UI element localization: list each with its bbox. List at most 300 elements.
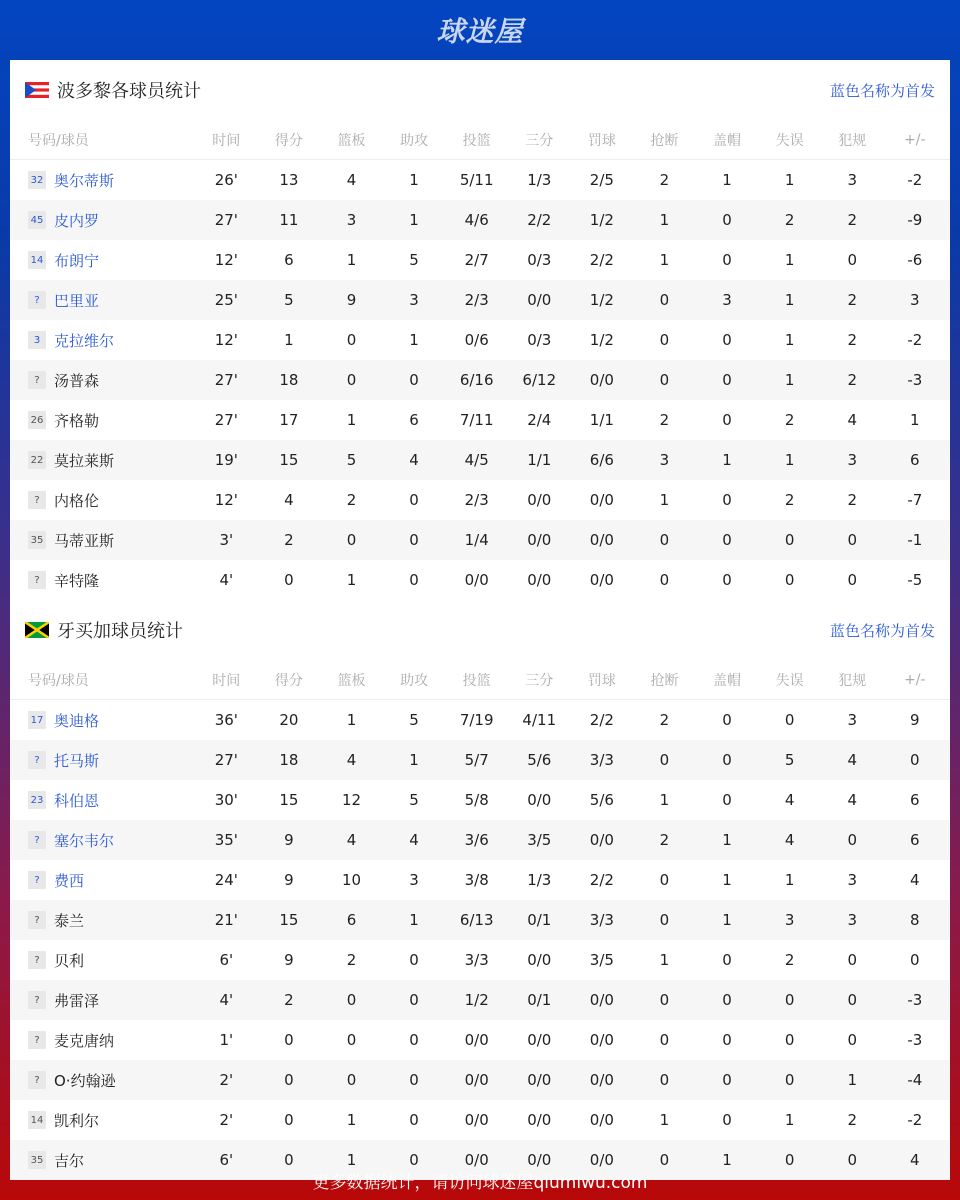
jersey-number-badge: ? xyxy=(28,291,46,309)
stat-cell: 3/8 xyxy=(464,871,489,889)
stat-cell: 1/3 xyxy=(527,871,552,889)
stats-card xyxy=(10,60,950,1170)
stat-cell: 1 xyxy=(784,1111,795,1129)
stat-cell: 2 xyxy=(659,171,670,189)
stat-cell: 0 xyxy=(659,291,670,309)
stat-cell: 4/11 xyxy=(522,711,557,729)
stat-cell: 9 xyxy=(284,871,294,889)
stat-cell: 0 xyxy=(847,951,857,969)
stat-cell: 0 xyxy=(409,1151,419,1169)
player-name[interactable]: 托马斯 xyxy=(54,751,100,770)
stat-cell: 0 xyxy=(784,711,795,729)
stat-cell: -3 xyxy=(907,371,923,389)
jersey-number-badge: ? xyxy=(28,951,46,969)
player-name[interactable]: 奥尔蒂斯 xyxy=(54,171,115,190)
player-name[interactable]: 莫拉莱斯 xyxy=(54,451,115,470)
stat-cell: 0/0 xyxy=(527,571,552,589)
stat-cell: 1 xyxy=(784,451,795,469)
stat-cell: 2 xyxy=(784,411,795,429)
stat-cell: 0 xyxy=(784,1071,795,1089)
stat-cell: 30' xyxy=(214,791,238,809)
stat-cell: 1 xyxy=(722,1151,732,1169)
stat-cell: 9 xyxy=(346,291,357,309)
stat-cell: 0 xyxy=(722,951,732,969)
stat-cell: 3 xyxy=(409,871,419,889)
stat-cell: 5 xyxy=(409,791,419,809)
player-row[interactable] xyxy=(10,320,950,360)
stat-cell: 1 xyxy=(409,331,419,349)
stat-cell: 4 xyxy=(910,1151,920,1169)
stat-cell: 12' xyxy=(214,491,238,509)
player-name[interactable]: 麦克唐纳 xyxy=(54,1031,115,1050)
column-header: 助攻 xyxy=(400,672,429,689)
stat-cell: 0 xyxy=(784,531,795,549)
column-header: +/- xyxy=(904,671,926,688)
stat-cell: 2/2 xyxy=(589,251,614,269)
stat-cell: 0 xyxy=(346,991,357,1009)
stat-cell: 0 xyxy=(847,251,857,269)
stat-cell: 0/0 xyxy=(527,531,552,549)
stat-cell: 3 xyxy=(659,451,670,469)
stat-cell: -4 xyxy=(907,1071,923,1089)
player-name[interactable]: 巴里亚 xyxy=(54,291,100,310)
puerto-rico-flag-icon xyxy=(25,82,49,98)
player-row[interactable] xyxy=(10,480,950,520)
column-header: 得分 xyxy=(274,132,303,149)
jersey-number-badge: 17 xyxy=(28,711,46,729)
stat-cell: 0/0 xyxy=(464,1071,489,1089)
stat-cell: 0 xyxy=(659,1071,670,1089)
stat-cell: 1 xyxy=(659,951,670,969)
team-section xyxy=(10,600,950,1180)
player-name[interactable]: 马蒂亚斯 xyxy=(54,531,115,550)
stat-cell: 3/5 xyxy=(527,831,552,849)
player-row[interactable] xyxy=(10,860,950,900)
player-row[interactable] xyxy=(10,440,950,480)
stat-cell: 0/0 xyxy=(589,1151,614,1169)
jersey-number-badge: ? xyxy=(28,371,46,389)
stat-cell: 9 xyxy=(284,951,294,969)
stat-cell: 0 xyxy=(346,371,357,389)
stat-cell: 6 xyxy=(910,791,920,809)
stat-cell: 1 xyxy=(409,171,419,189)
player-name[interactable]: 布朗宁 xyxy=(54,251,100,270)
stat-cell: 2/3 xyxy=(464,491,489,509)
team-section-header xyxy=(10,60,950,120)
stat-cell: 4 xyxy=(784,831,795,849)
column-header: 盖帽 xyxy=(713,132,742,149)
stat-cell: 0 xyxy=(346,1031,357,1049)
column-header: 三分 xyxy=(525,132,554,149)
stat-cell: 12 xyxy=(341,791,362,809)
column-header: 抢断 xyxy=(650,132,679,149)
column-header: 号码/球员 xyxy=(28,672,89,689)
player-name[interactable]: O·约翰逊 xyxy=(54,1071,116,1090)
stat-cell: 2/3 xyxy=(464,291,489,309)
stat-cell: 3 xyxy=(409,291,419,309)
stat-cell: 0 xyxy=(659,911,670,929)
column-header: 三分 xyxy=(525,672,554,689)
stat-cell: 0 xyxy=(784,991,795,1009)
column-header: 投篮 xyxy=(462,132,491,149)
stat-cell: 0/0 xyxy=(464,1111,489,1129)
stat-cell: 0 xyxy=(659,571,670,589)
stat-cell: 0/0 xyxy=(527,1071,552,1089)
stat-cell: -6 xyxy=(907,251,923,269)
stat-cell: 2 xyxy=(659,711,670,729)
column-header: 罚球 xyxy=(587,672,616,689)
stat-cell: -7 xyxy=(907,491,923,509)
jersey-number-badge: 32 xyxy=(28,171,46,189)
stat-cell: 1 xyxy=(784,251,795,269)
stat-cell: 0/0 xyxy=(589,991,614,1009)
team-title: 牙买加球员统计 xyxy=(57,621,183,642)
header xyxy=(0,0,960,60)
player-row[interactable] xyxy=(10,900,950,940)
stat-cell: 3/3 xyxy=(589,751,614,769)
player-row[interactable] xyxy=(10,980,950,1020)
stat-cell: 1/3 xyxy=(527,171,552,189)
stat-cell: 2 xyxy=(847,291,857,309)
stat-cell: -2 xyxy=(907,1111,923,1129)
stat-cell: 4' xyxy=(219,991,234,1009)
player-row[interactable] xyxy=(10,240,950,280)
stat-cell: -2 xyxy=(907,331,923,349)
player-name[interactable]: 科伯恩 xyxy=(54,791,100,810)
stat-cell: 0/3 xyxy=(527,331,552,349)
player-name[interactable]: 内格伦 xyxy=(54,491,100,510)
stat-cell: 1 xyxy=(346,1151,357,1169)
player-name[interactable]: 费西 xyxy=(54,871,85,890)
stat-cell: 2 xyxy=(847,371,857,389)
team-title: 波多黎各球员统计 xyxy=(57,81,201,102)
stat-cell: 4' xyxy=(219,571,234,589)
stat-cell: 1/1 xyxy=(589,411,614,429)
stat-cell: 2 xyxy=(284,531,294,549)
column-header: 时间 xyxy=(212,132,241,149)
stat-cell: -1 xyxy=(907,531,923,549)
stat-cell: 8 xyxy=(910,911,920,929)
stat-cell: -3 xyxy=(907,991,923,1009)
stat-cell: 1 xyxy=(346,411,357,429)
stat-cell: 3 xyxy=(346,211,357,229)
stat-cell: -3 xyxy=(907,1031,923,1049)
player-row[interactable] xyxy=(10,740,950,780)
stat-cell: 3/6 xyxy=(464,831,489,849)
player-name[interactable]: 凯利尔 xyxy=(54,1111,100,1130)
stat-cell: 5 xyxy=(284,291,294,309)
stat-cell: 0/0 xyxy=(464,1031,489,1049)
stat-cell: 4/6 xyxy=(464,211,489,229)
stat-cell: 0 xyxy=(409,1071,419,1089)
stat-cell: 0/0 xyxy=(589,531,614,549)
player-row[interactable] xyxy=(10,1100,950,1140)
stat-cell: 10 xyxy=(341,871,362,889)
stat-cell: 1 xyxy=(346,571,357,589)
stat-cell: 0 xyxy=(659,871,670,889)
stat-cell: 1/2 xyxy=(589,331,614,349)
stat-cell: 24' xyxy=(214,871,238,889)
column-header: 时间 xyxy=(212,672,241,689)
stat-cell: 1 xyxy=(722,171,732,189)
player-name[interactable]: 奥迪格 xyxy=(54,711,100,730)
stat-cell: 2' xyxy=(219,1071,234,1089)
stat-cell: 2 xyxy=(847,211,857,229)
stat-cell: 3 xyxy=(847,451,857,469)
stat-cell: 0/0 xyxy=(589,1071,614,1089)
jersey-number-badge: ? xyxy=(28,491,46,509)
stat-cell: 0 xyxy=(847,831,857,849)
stat-cell: 0 xyxy=(346,531,357,549)
column-header: +/- xyxy=(904,131,926,148)
player-name[interactable]: 弗雷泽 xyxy=(54,991,100,1010)
stat-cell: 4 xyxy=(409,831,419,849)
jersey-number-badge: 26 xyxy=(28,411,46,429)
stat-cell: 0/1 xyxy=(527,911,552,929)
stat-cell: 4 xyxy=(847,411,857,429)
stat-cell: 35' xyxy=(214,831,238,849)
stat-cell: 1 xyxy=(910,411,920,429)
player-row[interactable] xyxy=(10,820,950,860)
stat-cell: 0 xyxy=(659,371,670,389)
stat-cell: 1/2 xyxy=(464,991,489,1009)
stat-cell: 2/2 xyxy=(527,211,552,229)
stat-cell: 0 xyxy=(284,1031,294,1049)
stat-cell: 5/11 xyxy=(459,171,494,189)
stat-cell: 0/0 xyxy=(527,291,552,309)
stat-cell: 6/6 xyxy=(589,451,614,469)
stat-cell: 4 xyxy=(409,451,419,469)
stat-cell: 1 xyxy=(784,291,795,309)
stat-cell: 1 xyxy=(722,871,732,889)
stat-cell: 1 xyxy=(659,491,670,509)
stat-cell: 0/0 xyxy=(464,1151,489,1169)
jamaica-flag-icon xyxy=(25,622,49,638)
stat-cell: 4 xyxy=(847,751,857,769)
stat-cell: 20 xyxy=(279,711,299,729)
stat-cell: 0 xyxy=(722,751,732,769)
stat-cell: -5 xyxy=(907,571,923,589)
stat-cell: 2 xyxy=(847,1111,857,1129)
stat-cell: 0 xyxy=(722,411,732,429)
stat-cell: 3 xyxy=(910,291,920,309)
column-header: 失误 xyxy=(775,672,804,689)
player-name[interactable]: 泰兰 xyxy=(54,911,85,930)
player-row[interactable] xyxy=(10,280,950,320)
stat-cell: 0 xyxy=(784,571,795,589)
stat-cell: 0/0 xyxy=(589,571,614,589)
stat-cell: 1 xyxy=(722,831,732,849)
stat-cell: 1 xyxy=(659,211,670,229)
player-row[interactable] xyxy=(10,780,950,820)
team-section xyxy=(10,60,950,600)
stat-cell: 3 xyxy=(847,171,857,189)
stat-cell: 3/5 xyxy=(589,951,614,969)
stat-cell: 3 xyxy=(847,911,857,929)
jersey-number-badge: 35 xyxy=(28,1151,46,1169)
stat-cell: 0 xyxy=(659,991,670,1009)
stat-cell: 1/2 xyxy=(589,291,614,309)
stat-cell: 1' xyxy=(219,1031,234,1049)
player-name[interactable]: 贝利 xyxy=(54,951,85,970)
player-row[interactable] xyxy=(10,520,950,560)
jersey-number-badge: 23 xyxy=(28,791,46,809)
stat-cell: 6' xyxy=(219,1151,234,1169)
column-header: 抢断 xyxy=(650,672,679,689)
stat-cell: 1 xyxy=(659,791,670,809)
column-header: 投篮 xyxy=(462,672,491,689)
stat-cell: 2 xyxy=(847,331,857,349)
stat-cell: 4 xyxy=(784,791,795,809)
stat-cell: 17 xyxy=(279,411,299,429)
player-row[interactable] xyxy=(10,160,950,200)
stat-cell: 3' xyxy=(219,531,234,549)
column-header: 罚球 xyxy=(587,132,616,149)
player-name[interactable]: 齐格勒 xyxy=(54,411,100,430)
stat-cell: 2' xyxy=(219,1111,234,1129)
stat-cell: 0 xyxy=(284,1151,294,1169)
stat-cell: 0 xyxy=(910,751,920,769)
player-row[interactable] xyxy=(10,1060,950,1100)
stat-cell: 0/0 xyxy=(464,571,489,589)
stat-cell: 6 xyxy=(910,831,920,849)
stat-cell: 5/7 xyxy=(464,751,489,769)
stat-cell: 25' xyxy=(214,291,238,309)
stat-cell: 0/0 xyxy=(527,951,552,969)
player-row[interactable] xyxy=(10,200,950,240)
column-header: 盖帽 xyxy=(713,672,742,689)
player-name[interactable]: 汤普森 xyxy=(54,371,100,390)
stat-cell: 9 xyxy=(910,711,920,729)
stat-cell: 18 xyxy=(279,751,299,769)
column-header: 号码/球员 xyxy=(28,132,89,149)
stat-cell: 1 xyxy=(284,331,294,349)
stat-cell: 4/5 xyxy=(464,451,489,469)
stat-cell: 0 xyxy=(722,251,732,269)
stat-cell: 1 xyxy=(346,711,357,729)
stat-cell: 4 xyxy=(847,791,857,809)
stat-cell: 9 xyxy=(284,831,294,849)
stat-cell: 0 xyxy=(346,1071,357,1089)
stat-cell: 1 xyxy=(346,1111,357,1129)
stat-cell: 12' xyxy=(214,251,238,269)
player-name[interactable]: 塞尔韦尔 xyxy=(54,831,115,850)
player-row[interactable] xyxy=(10,360,950,400)
stat-cell: 27' xyxy=(214,371,238,389)
stat-cell: 0 xyxy=(659,751,670,769)
stat-cell: 4 xyxy=(284,491,294,509)
stat-cell: 0 xyxy=(722,711,732,729)
stat-cell: 5/8 xyxy=(464,791,489,809)
stat-cell: 0 xyxy=(409,991,419,1009)
stat-cell: 5/6 xyxy=(527,751,552,769)
stat-cell: 2 xyxy=(784,951,795,969)
stat-cell: 4 xyxy=(346,171,357,189)
stat-cell: 6/16 xyxy=(459,371,494,389)
stat-cell: 27' xyxy=(214,211,238,229)
stat-cell: 0 xyxy=(722,331,732,349)
stat-cell: 6 xyxy=(910,451,920,469)
stat-cell: 1 xyxy=(722,911,732,929)
footer: 更多数据统计，请访问球迷屋qiumiwu.com xyxy=(312,1172,648,1193)
player-row[interactable] xyxy=(10,1020,950,1060)
player-row[interactable] xyxy=(10,560,950,600)
stat-cell: 3/3 xyxy=(589,911,614,929)
stat-cell: 5 xyxy=(409,251,419,269)
player-name[interactable]: 吉尔 xyxy=(54,1151,85,1170)
stat-cell: 3 xyxy=(847,871,857,889)
stat-cell: 19' xyxy=(214,451,238,469)
stat-cell: 1/1 xyxy=(527,451,552,469)
jersey-number-badge: 45 xyxy=(28,211,46,229)
stat-cell: 6 xyxy=(409,411,419,429)
table-header xyxy=(10,120,950,160)
stat-cell: 2/5 xyxy=(589,171,614,189)
stat-cell: 0/0 xyxy=(589,1031,614,1049)
stat-cell: 0 xyxy=(722,991,732,1009)
stat-cell: 0 xyxy=(409,491,419,509)
stat-cell: 0 xyxy=(847,991,857,1009)
player-name[interactable]: 皮内罗 xyxy=(54,211,100,230)
column-header: 犯规 xyxy=(838,132,867,149)
player-row[interactable] xyxy=(10,400,950,440)
stat-cell: 0 xyxy=(659,531,670,549)
stat-cell: 0 xyxy=(284,571,294,589)
stat-cell: 11 xyxy=(279,211,299,229)
player-row[interactable] xyxy=(10,940,950,980)
stat-cell: 0 xyxy=(409,951,419,969)
stat-cell: 15 xyxy=(279,451,299,469)
stat-cell: 0 xyxy=(722,531,732,549)
jersey-number-badge: ? xyxy=(28,911,46,929)
stat-cell: 1 xyxy=(659,251,670,269)
player-name[interactable]: 辛特隆 xyxy=(54,571,100,590)
stat-cell: 0/0 xyxy=(527,1111,552,1129)
stat-cell: 0 xyxy=(722,1071,732,1089)
stat-cell: 18 xyxy=(279,371,299,389)
jersey-number-badge: ? xyxy=(28,571,46,589)
stat-cell: 7/11 xyxy=(459,411,494,429)
player-name[interactable]: 克拉维尔 xyxy=(54,331,115,350)
stat-cell: 0/0 xyxy=(589,831,614,849)
stat-cell: 0 xyxy=(847,531,857,549)
stat-cell: 5 xyxy=(784,751,795,769)
logo: 球迷屋 xyxy=(436,15,524,48)
stat-cell: 0/0 xyxy=(527,491,552,509)
stat-cell: 4 xyxy=(346,831,357,849)
stat-cell: 0 xyxy=(722,211,732,229)
stat-cell: 0 xyxy=(722,571,732,589)
jersey-number-badge: ? xyxy=(28,751,46,769)
stat-cell: 26' xyxy=(214,171,238,189)
stat-cell: 1 xyxy=(722,451,732,469)
stat-cell: 0 xyxy=(659,1031,670,1049)
stat-cell: 1 xyxy=(784,331,795,349)
jersey-number-badge: 22 xyxy=(28,451,46,469)
stat-cell: 1 xyxy=(409,751,419,769)
player-row[interactable] xyxy=(10,700,950,740)
stat-cell: 0 xyxy=(409,1031,419,1049)
stat-cell: 1 xyxy=(784,371,795,389)
stat-cell: 2 xyxy=(346,491,357,509)
stat-cell: 0/0 xyxy=(589,1111,614,1129)
stat-cell: 0 xyxy=(722,1111,732,1129)
column-header: 篮板 xyxy=(337,132,366,149)
stat-cell: 6/13 xyxy=(459,911,494,929)
stat-cell: 2 xyxy=(659,411,670,429)
stat-cell: 0/1 xyxy=(527,991,552,1009)
stat-cell: 0 xyxy=(346,331,357,349)
